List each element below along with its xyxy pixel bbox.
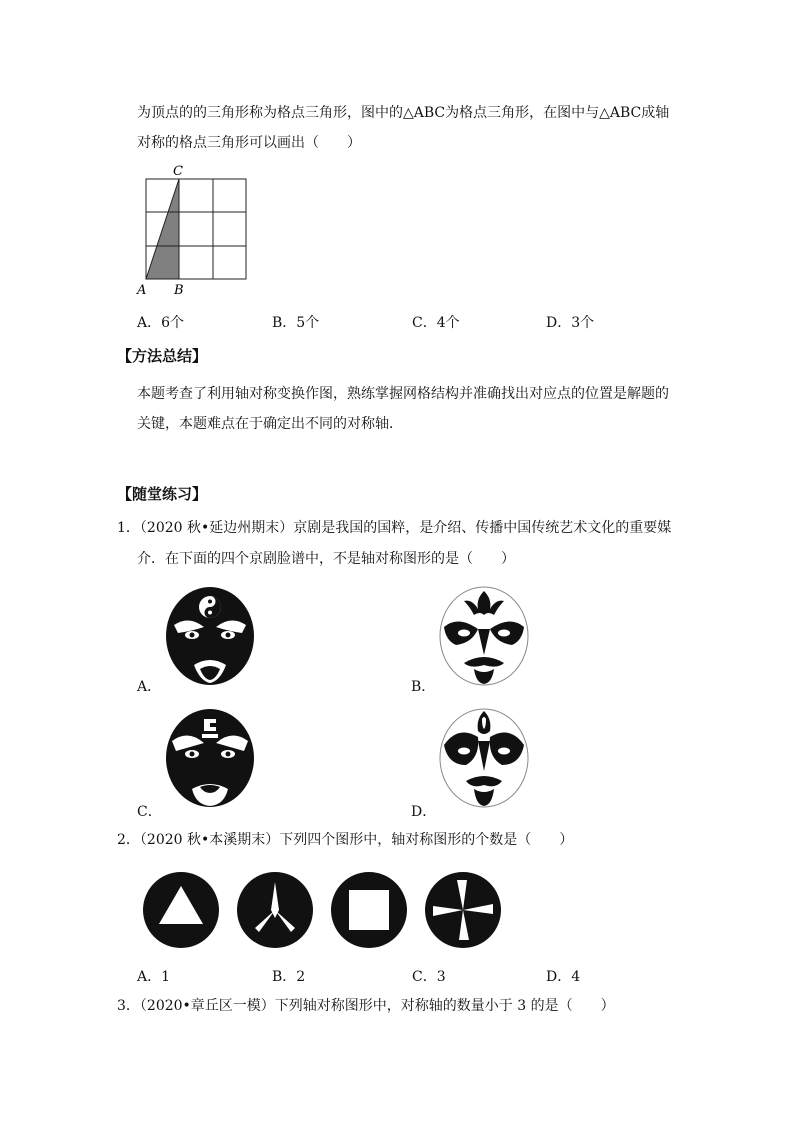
q2-figure-pinwheel [423,870,503,950]
q1-line-1: 1．（2020 秋•延边州期末）京剧是我国的国粹，是介绍、传播中国传统艺术文化的重要媒 [117,520,672,536]
method-summary-line-1: 本题考查了利用轴对称变换作图，熟练掌握网格结构并准确找出对应点的位置是解题的 [137,386,669,402]
method-summary-line-2: 关键，本题难点在于确定出不同的对称轴． [137,416,403,432]
opera-mask-b [438,585,530,687]
label-a: A [137,283,147,298]
q2-option-b: B．2 [272,969,306,985]
q1-option-a-label: A． [137,679,162,695]
label-c: C [173,164,183,179]
q2-option-a: A．1 [137,969,171,985]
option-d: D．3个 [546,315,595,331]
q2-option-d: D．4 [546,969,581,985]
q2-option-c: C．3 [412,969,446,985]
q1-option-b-label: B． [411,679,436,695]
q2-figure-three-blade [235,870,315,950]
q2-figure-square [329,870,409,950]
q1-line-2: 介．在下面的四个京剧脸谱中，不是轴对称图形的是（ ） [137,551,515,567]
q1-option-c-label: C． [137,804,162,820]
option-a: A．6个 [137,315,185,331]
opera-mask-d [438,707,530,809]
opera-mask-a [164,585,256,687]
problem-text-line-1: 为顶点的的三角形称为格点三角形，图中的△ABC为格点三角形，在图中与△ABC成轴 [137,105,670,121]
q2-line-1: 2．（2020 秋•本溪期末）下列四个图形中，轴对称图形的个数是（ ） [117,832,574,848]
problem-text-line-2: 对称的格点三角形可以画出（ ） [137,135,361,151]
grid-triangle-figure [130,160,260,300]
practice-title: 【随堂练习】 [117,485,208,503]
option-b: B．5个 [272,315,320,331]
opera-mask-c [164,707,256,809]
label-b: B [174,283,184,298]
method-summary-title: 【方法总结】 [117,347,208,365]
option-c: C．4个 [412,315,460,331]
q2-figure-triangle [141,870,221,950]
q1-option-d-label: D． [411,804,437,820]
q3-line-1: 3．（2020•章丘区一模）下列轴对称图形中，对称轴的数量小于 3 的是（ ） [117,998,615,1014]
